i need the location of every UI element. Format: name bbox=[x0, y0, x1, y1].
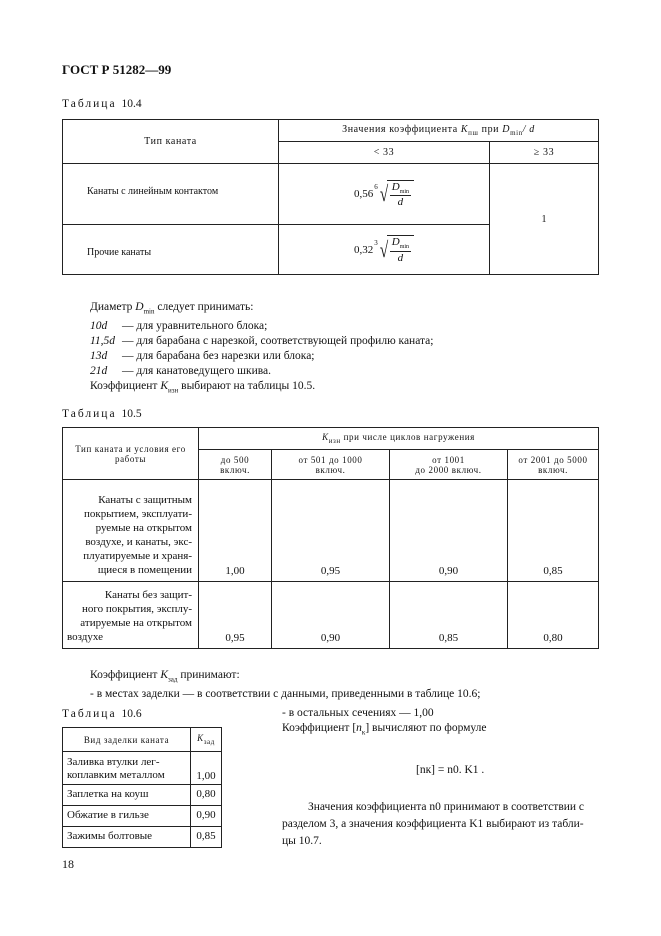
cell-line: плуатируемые и храня- bbox=[83, 550, 192, 562]
radical-icon: √ bbox=[379, 236, 388, 262]
text: Коэффициент bbox=[90, 380, 158, 393]
value-cell: 1,00 bbox=[199, 480, 272, 582]
termination-cell: Зажимы болтовые bbox=[63, 827, 191, 848]
table-10-6 bbox=[62, 727, 222, 848]
value-cell: 0,90 bbox=[272, 582, 390, 649]
table-caption bbox=[62, 408, 142, 420]
caption-number: 10.5 bbox=[121, 408, 142, 420]
subheader-lt33: < 33 bbox=[279, 142, 490, 164]
intro-line bbox=[90, 300, 610, 319]
fraction bbox=[387, 180, 414, 208]
table-10-4 bbox=[62, 119, 599, 275]
text: выбирают на таблицы 10.5. bbox=[181, 380, 316, 393]
num-d: D bbox=[391, 180, 400, 193]
subheader-ge33: ≥ 33 bbox=[490, 142, 599, 164]
denominator: d bbox=[397, 196, 404, 209]
value-cell: 0,80 bbox=[191, 785, 222, 806]
table-caption bbox=[62, 708, 142, 720]
termination-cell bbox=[63, 752, 191, 785]
formula-line: [nк] = n0. K1 . bbox=[416, 764, 485, 776]
text: Диаметр bbox=[90, 301, 133, 313]
item-text: — для барабана без нарезки или блока; bbox=[122, 350, 315, 363]
text: Коэффициент [ bbox=[282, 722, 357, 734]
value-cell: 0,95 bbox=[272, 480, 390, 582]
text: принимают: bbox=[180, 669, 240, 681]
termination-cell: Обжатие в гильзе bbox=[63, 806, 191, 827]
header-coef-group bbox=[279, 120, 599, 142]
list-item bbox=[90, 334, 610, 349]
termination-cell: Заплетка на коуш bbox=[63, 785, 191, 806]
col-line: включ. bbox=[315, 464, 346, 475]
cell-line: атируемые на открытом bbox=[80, 617, 192, 629]
item-text: — для уравнительного блока; bbox=[122, 320, 268, 333]
right-text-bottom bbox=[282, 799, 602, 850]
coef: 0,56 bbox=[353, 188, 374, 200]
formula bbox=[354, 180, 414, 208]
numerator bbox=[390, 236, 411, 251]
cell-line: воздухе bbox=[67, 631, 103, 643]
table-row bbox=[63, 752, 222, 785]
value-cell: 0,90 bbox=[390, 480, 508, 582]
header-text: Тип каната bbox=[144, 136, 197, 147]
nk-line bbox=[282, 721, 602, 740]
col-header bbox=[272, 450, 390, 480]
k-sub: пш bbox=[468, 129, 479, 137]
header-rope-type bbox=[63, 120, 279, 164]
formula-cell bbox=[279, 225, 490, 275]
k-symbol: K bbox=[460, 124, 469, 135]
cell-line: Канаты без защит- bbox=[104, 589, 192, 601]
header-text: при числе циклов нагружения bbox=[343, 432, 475, 443]
k-sub: зад bbox=[203, 737, 215, 746]
value-cell: 0,90 bbox=[191, 806, 222, 827]
value-cell: 1,00 bbox=[191, 752, 222, 785]
col-line: до 500 bbox=[220, 454, 250, 465]
n-symbol: n bbox=[356, 722, 362, 734]
col-line: до 2000 включ. bbox=[415, 464, 482, 475]
table-caption bbox=[62, 98, 142, 110]
document-code: ГОСТ Р 51282—99 bbox=[62, 62, 172, 77]
rope-type-cell: Канаты с линейным контактом bbox=[63, 164, 279, 225]
cell-line: Заливка втулки лег- bbox=[67, 756, 160, 768]
text: разделом 3, а значения коэффициента K1 выбирают из табли- bbox=[282, 818, 584, 830]
num-sub: min bbox=[399, 244, 410, 251]
formula-cell bbox=[279, 164, 490, 225]
cell-line: Канаты с защитным bbox=[98, 494, 192, 506]
list-item bbox=[90, 364, 610, 379]
k-symbol: K bbox=[197, 733, 204, 744]
value-cell: 0,85 bbox=[390, 582, 508, 649]
root-index: 3 bbox=[374, 238, 378, 247]
table-row bbox=[63, 806, 222, 827]
value-cell: 0,95 bbox=[199, 582, 272, 649]
item-text: — для канатоведущего шкива. bbox=[122, 365, 272, 378]
kzad-paragraph bbox=[90, 668, 630, 702]
text: - в остальных сечениях — 1,00 bbox=[282, 707, 434, 719]
rope-type-cell: Прочие канаты bbox=[63, 225, 279, 275]
coef: 0,32 bbox=[353, 243, 374, 256]
value-cell: 0,85 bbox=[191, 827, 222, 848]
item-value: 11,5d bbox=[90, 335, 116, 348]
k-sub: изн bbox=[168, 386, 179, 395]
radical-icon: √ bbox=[379, 181, 388, 206]
d-sub: min bbox=[143, 307, 155, 316]
list-item bbox=[90, 349, 610, 364]
cell-line: покрытием, эксплуати- bbox=[83, 508, 192, 520]
text: цы 10.7. bbox=[282, 835, 322, 847]
table-row bbox=[63, 582, 599, 649]
k-line bbox=[90, 379, 610, 398]
header-termination: Вид заделки каната bbox=[63, 728, 191, 752]
value-cell: 0,85 bbox=[508, 480, 599, 582]
col-line: от 2001 до 5000 bbox=[518, 454, 588, 465]
text: ] вычисляют по формуле bbox=[365, 722, 487, 734]
k-symbol: K bbox=[160, 380, 168, 393]
merged-value-cell: 1 bbox=[490, 164, 599, 275]
d-sub: min bbox=[510, 129, 523, 137]
cell-line: руемые на открытом bbox=[95, 522, 192, 534]
table-row bbox=[63, 785, 222, 806]
table-10-5 bbox=[62, 427, 599, 649]
diameter-paragraph bbox=[90, 300, 610, 399]
col-line: от 1001 bbox=[432, 454, 465, 465]
col-line: включ. bbox=[538, 464, 568, 475]
caption-number: 10.6 bbox=[121, 708, 142, 720]
text: - в местах заделки — в соответствии с данными, приведенными в таблице 10.6; bbox=[90, 688, 481, 701]
table-row bbox=[63, 164, 599, 225]
header-cycles-group bbox=[199, 428, 599, 450]
k-sub: изн bbox=[328, 436, 341, 445]
right-text-top bbox=[282, 706, 602, 740]
text: следует принимать: bbox=[157, 301, 254, 313]
header-kzad bbox=[191, 728, 222, 752]
fraction bbox=[387, 235, 414, 263]
kzad-line bbox=[90, 668, 630, 687]
k-symbol: K bbox=[160, 669, 168, 681]
condition-cell bbox=[63, 480, 199, 582]
formula bbox=[354, 235, 414, 263]
item-value: 10d bbox=[90, 320, 108, 333]
cell-line: щиеся в помещении bbox=[97, 564, 192, 576]
cell-line: коплавким металлом bbox=[67, 769, 165, 781]
header-text: при bbox=[481, 124, 500, 135]
value-cell: 0,80 bbox=[508, 582, 599, 649]
numerator bbox=[390, 181, 411, 196]
table-row bbox=[63, 480, 599, 582]
col-line: от 501 до 1000 bbox=[298, 454, 363, 465]
d-symbol: D bbox=[135, 301, 144, 313]
page-number: 18 bbox=[62, 857, 74, 871]
header-text: Значения коэффициента bbox=[342, 124, 458, 135]
text: Коэффициент bbox=[90, 669, 158, 681]
n-sub: к bbox=[361, 728, 366, 737]
k-sub: зад bbox=[168, 675, 178, 684]
table-row bbox=[63, 827, 222, 848]
cell-line: ного покрытия, эксплу- bbox=[82, 603, 192, 615]
col-header bbox=[199, 450, 272, 480]
item-value: 13d bbox=[90, 350, 108, 363]
num-sub: min bbox=[399, 189, 410, 196]
text: Значения коэффициента n0 принимают в соответствии с bbox=[308, 801, 585, 813]
cell-line: воздухе, и канаты, экс- bbox=[85, 536, 192, 548]
num-d: D bbox=[391, 236, 400, 249]
col-header bbox=[508, 450, 599, 480]
caption-word: Таблица bbox=[62, 98, 117, 110]
denominator: d bbox=[397, 251, 404, 264]
caption-word: Таблица bbox=[62, 708, 117, 720]
item-value: 21d bbox=[90, 365, 108, 378]
d-symbol: D bbox=[502, 124, 511, 135]
col-header bbox=[390, 450, 508, 480]
list-item bbox=[90, 319, 610, 334]
root-index: 6 bbox=[374, 183, 378, 191]
slash-d: / d bbox=[522, 124, 535, 135]
col-line: включ. bbox=[220, 464, 250, 475]
condition-cell bbox=[63, 582, 199, 649]
caption-word: Таблица bbox=[62, 408, 117, 420]
caption-number: 10.4 bbox=[121, 98, 142, 110]
k-symbol: K bbox=[322, 432, 329, 443]
header-rope-conditions: Тип каната и условия его работы bbox=[63, 428, 199, 480]
item-text: — для барабана с нарезкой, соответствующей профилю каната; bbox=[122, 335, 434, 348]
